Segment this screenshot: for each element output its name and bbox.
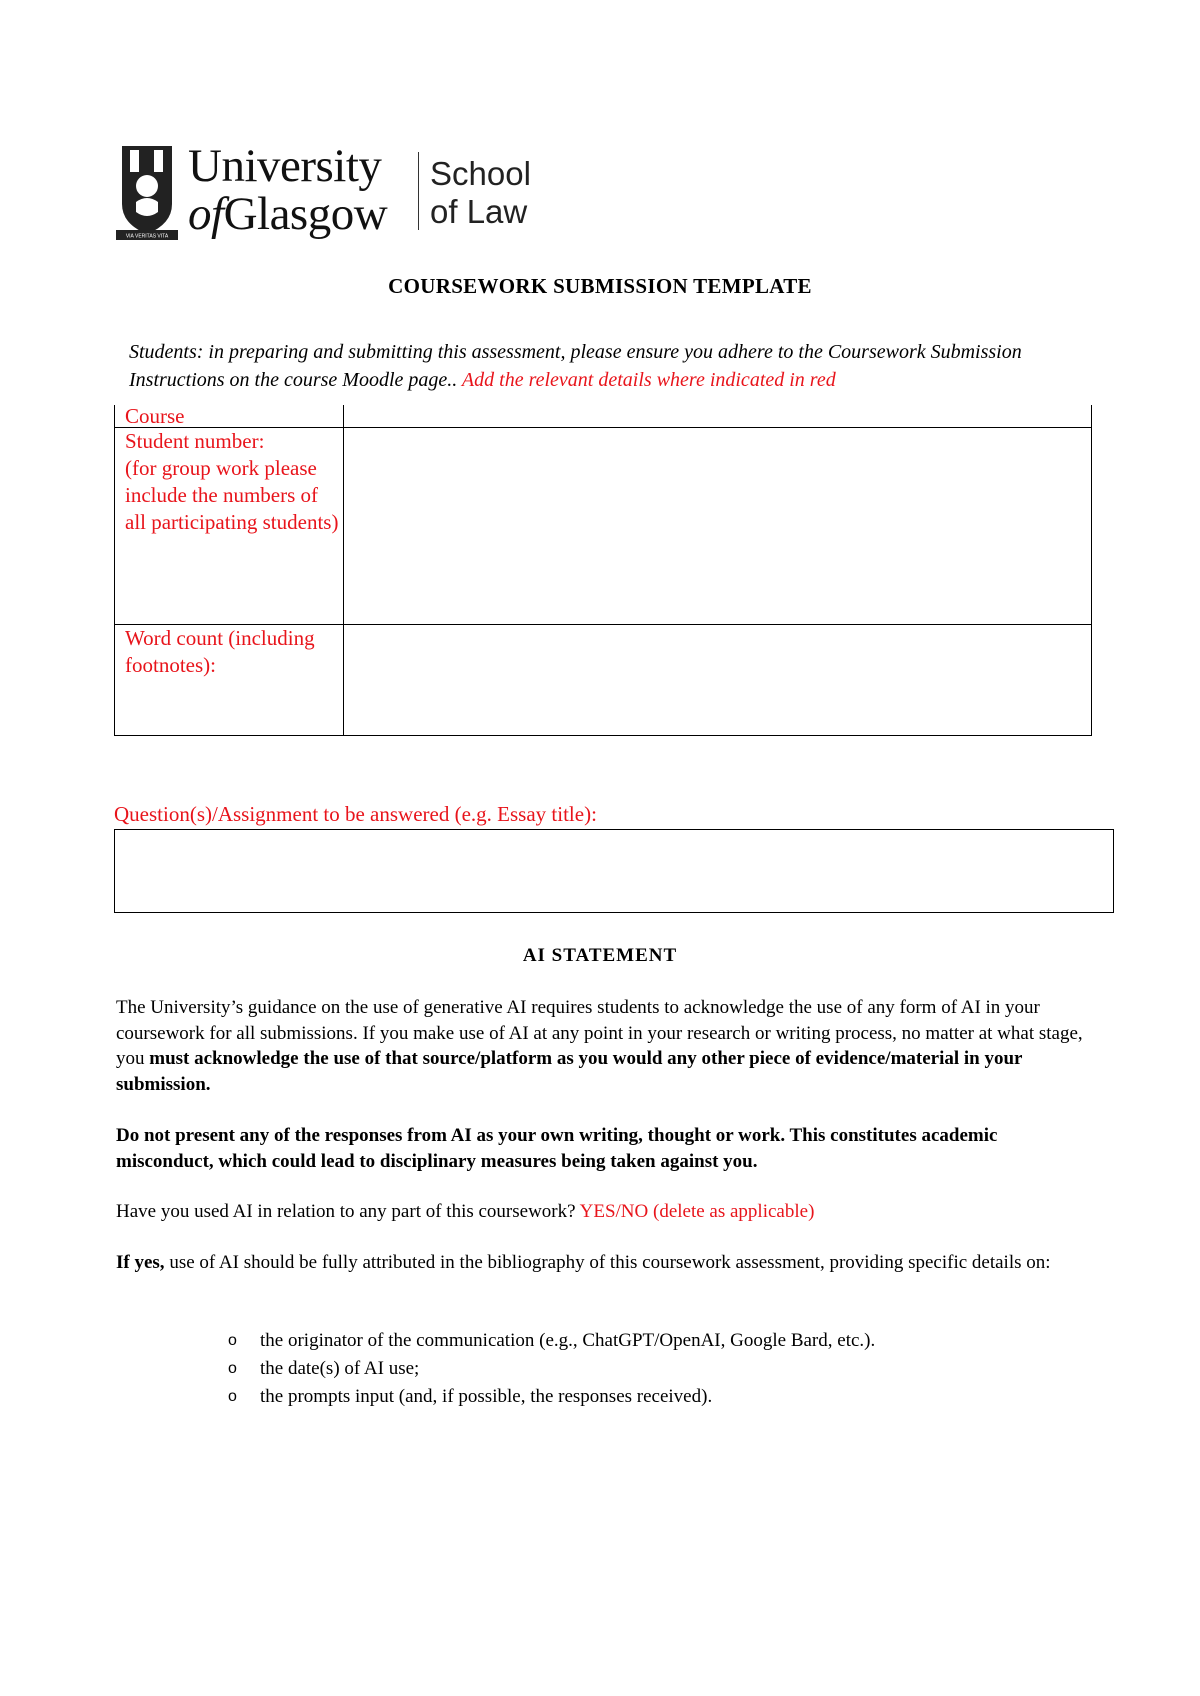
student-number-field[interactable] bbox=[344, 428, 1092, 625]
university-name-line1: University bbox=[188, 140, 382, 192]
school-name-line2: of Law bbox=[430, 193, 528, 230]
question-field[interactable] bbox=[114, 829, 1114, 913]
crest-motto: VIA VERITAS VITA bbox=[125, 233, 169, 240]
document-title: COURSEWORK SUBMISSION TEMPLATE bbox=[388, 274, 812, 298]
word-count-field[interactable] bbox=[344, 625, 1092, 736]
list-item-text: the prompts input (and, if possible, the responses received). bbox=[260, 1386, 713, 1407]
misconduct-warning: Do not present any of the responses from AI as your own writing, thought or work. This constitutes academic misconduct, which could lead to disciplinary measures being taken against you. bbox=[116, 1125, 998, 1172]
ai-use-answer[interactable]: YES/NO (delete as applicable) bbox=[579, 1201, 815, 1222]
question-label: Question(s)/Assignment to be answered (e.g. Essay title): bbox=[114, 802, 597, 826]
list-item-text: the date(s) of AI use; bbox=[260, 1358, 420, 1379]
ai-statement-heading: AI STATEMENT bbox=[522, 945, 678, 966]
intro-text: Students: in preparing and submitting this assessment, please ensure you adhere to the Coursework Submission Instructions on the course Moodle page.. bbox=[129, 341, 1022, 391]
school-name-line1: School bbox=[430, 155, 531, 192]
ai-guidance-paragraph bbox=[116, 995, 1091, 1097]
ai-guidance-bold: must acknowledge the use of that source/platform as you would any other piece of evidence/material in your submission. bbox=[116, 1048, 1023, 1095]
student-number-label bbox=[115, 428, 344, 625]
attribution-list bbox=[228, 1327, 875, 1411]
list-item-text: the originator of the communication (e.g., ChatGPT/OpenAI, Google Bard, etc.). bbox=[260, 1330, 876, 1351]
bullet-marker: o bbox=[228, 1332, 237, 1349]
university-logo bbox=[116, 142, 556, 242]
student-number-note: (for group work please include the numbers of all participating students) bbox=[125, 456, 339, 534]
university-name-of: of bbox=[188, 188, 224, 240]
course-label: Course bbox=[115, 405, 344, 428]
bullet-marker: o bbox=[228, 1360, 237, 1377]
attribution-text: use of AI should be fully attributed in the bibliography of this coursework assessment, providing specific details on: bbox=[164, 1252, 1051, 1273]
details-table bbox=[114, 405, 1092, 736]
table-row bbox=[115, 625, 1092, 736]
intro-red-text: Add the relevant details where indicated in red bbox=[461, 369, 836, 391]
if-yes-label: If yes, bbox=[116, 1252, 165, 1273]
list-item bbox=[228, 1327, 875, 1355]
crest-icon bbox=[116, 142, 178, 240]
table-row bbox=[115, 428, 1092, 625]
logo-divider bbox=[418, 152, 419, 230]
student-number-label-text: Student number: bbox=[125, 429, 265, 453]
ai-use-question-text: Have you used AI in relation to any part of this coursework? bbox=[116, 1201, 580, 1222]
list-item bbox=[228, 1383, 875, 1411]
bullet-marker: o bbox=[228, 1388, 237, 1405]
university-name-glasgow: Glasgow bbox=[223, 188, 388, 240]
table-row bbox=[115, 405, 1092, 428]
ai-use-question bbox=[116, 1199, 1091, 1225]
ai-guidance-text: The University’s guidance on the use of generative AI requires students to acknowledge the use of any form of AI in your coursework for all submissions. If you make use of AI at any point in your research or writing process, no matter at what stage, you bbox=[116, 997, 1083, 1069]
list-item bbox=[228, 1355, 875, 1383]
attribution-paragraph bbox=[116, 1250, 1091, 1276]
course-field[interactable] bbox=[344, 405, 1092, 428]
intro-instructions bbox=[129, 338, 1119, 394]
word-count-label: Word count (including footnotes): bbox=[115, 625, 344, 736]
